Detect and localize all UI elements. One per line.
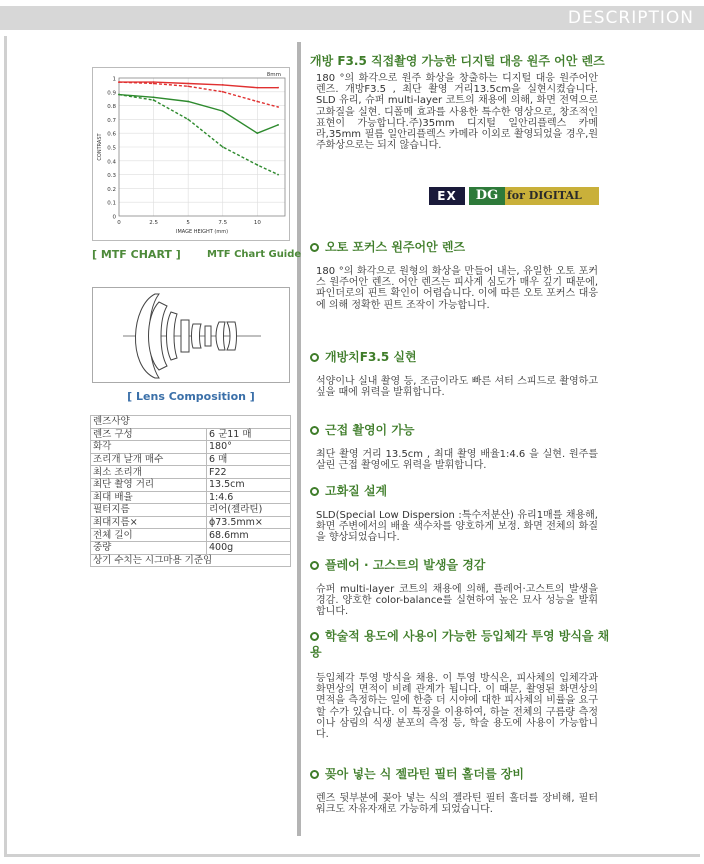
series-line-0 <box>119 82 278 88</box>
spec-title: 렌즈사양 <box>91 416 291 429</box>
y-tick-label: 0.5 <box>107 145 116 152</box>
series-3-point <box>187 119 189 121</box>
bullet-icon <box>310 770 319 779</box>
section-body: 슈퍼 multi-layer 코트의 채용에 의해, 플레어·고스트의 발생을 경감. 양호한 color-balance를 실현하여 높은 묘사 성능을 발휘합니다. <box>316 584 598 618</box>
page-title: DESCRIPTION <box>567 8 694 28</box>
mtf-chart <box>92 67 290 241</box>
spec-value: 13.5cm <box>207 478 291 491</box>
spec-row <box>91 453 291 466</box>
series-3-point <box>222 146 224 148</box>
spec-value: 6 군11 매 <box>207 428 291 441</box>
section-heading: 학술적 용도에 사용이 가능한 등입체각 투영 방식을 채용 <box>310 629 610 659</box>
lens-diagram <box>92 287 290 383</box>
spec-value: 리어(젤라틴) <box>207 504 291 517</box>
mtf-chart-caption: [ MTF CHART ] <box>92 248 181 261</box>
series-2-point <box>222 110 224 112</box>
section-heading: 근접 촬영이 가능 <box>310 421 415 438</box>
section-heading: 플레어 · 고스트의 발생을 경감 <box>310 556 485 573</box>
spec-row <box>91 529 291 542</box>
x-tick-label: 0 <box>117 220 121 226</box>
lens-element-5 <box>192 324 202 348</box>
spec-row <box>91 466 291 479</box>
spec-key: 전체 길이 <box>91 529 207 542</box>
lens-diagram-svg <box>93 288 291 384</box>
y-tick-label: 1 <box>112 76 116 83</box>
section-heading: 꽂아 넣는 식 젤라틴 필터 홀더를 장비 <box>310 765 524 782</box>
mtf-chart-guide-link[interactable]: MTF Chart Guide <box>207 249 302 260</box>
top-bar <box>0 0 704 34</box>
frame-left-border <box>4 36 7 856</box>
y-tick-label: 0.8 <box>107 104 116 111</box>
focal-length-label: 8mm <box>266 72 281 78</box>
x-axis-label: IMAGE HEIGHT (mm) <box>175 229 229 235</box>
y-tick-label: 0.4 <box>107 159 116 166</box>
bullet-icon <box>310 561 319 570</box>
dg-badge-text: for DIGITAL <box>507 189 582 202</box>
ex-badge: EX <box>429 187 465 205</box>
spec-row <box>91 504 291 517</box>
series-3-point <box>277 174 279 176</box>
column-divider <box>297 42 301 836</box>
spec-key: 최대지름× <box>91 516 207 529</box>
spec-row <box>91 516 291 529</box>
spec-value: 1:4.6 <box>207 491 291 504</box>
bullet-icon <box>310 426 319 435</box>
x-tick-label: 5 <box>186 220 190 226</box>
bullet-icon <box>310 243 319 252</box>
spec-row <box>91 541 291 554</box>
x-tick-label: 10 <box>253 220 261 226</box>
y-tick-label: 0.3 <box>107 173 116 180</box>
lens-element-7 <box>216 322 225 350</box>
series-2-point <box>277 124 279 126</box>
section-body: 최단 촬영 거리 13.5cm , 최대 촬영 배율1:4.6 을 실현. 원주를 살린 근접 촬영에도 위력을 발휘합니다. <box>316 449 598 472</box>
y-tick-label: 0.2 <box>107 186 116 193</box>
lens-composition-caption: [ Lens Composition ] <box>127 390 255 403</box>
series-1-point <box>153 83 155 85</box>
y-axis-label: CONTRAST <box>97 133 103 161</box>
intro-heading: 개방 F3.5 직접촬영 가능한 디지털 대응 원주 어안 렌즈 <box>310 54 605 68</box>
section-body: SLD(Special Low Dispersion :특수저분산) 유리1매를 채용해, 화면 주변에서의 배율 색수차를 양호하게 보정. 화면 전체의 화질을 향상되었습니다. <box>316 510 598 544</box>
spec-value: 6 매 <box>207 453 291 466</box>
spec-key: 조리개 날개 매수 <box>91 453 207 466</box>
spec-row <box>91 428 291 441</box>
spec-value: 400g <box>207 541 291 554</box>
dg-badge <box>469 187 599 205</box>
spec-key: 최소 조리개 <box>91 466 207 479</box>
spec-key: 필터지름 <box>91 504 207 517</box>
spec-value: 68.6mm <box>207 529 291 542</box>
series-1-point <box>118 81 120 83</box>
lens-element-4 <box>181 320 189 352</box>
spec-row <box>91 491 291 504</box>
series-1-point <box>187 85 189 87</box>
bullet-icon <box>310 632 319 641</box>
x-tick-label: 7.5 <box>218 220 228 226</box>
y-tick-label: 0.9 <box>107 90 116 97</box>
spec-value: 180° <box>207 441 291 454</box>
series-3-point <box>256 164 258 166</box>
spec-key: 화각 <box>91 441 207 454</box>
series-2-point <box>187 101 189 103</box>
series-0-point <box>222 84 224 86</box>
section-body: 180 °의 화각으로 원형의 화상을 만들어 내는, 유일한 오토 포커스 원주어안 렌즈. 어안 렌즈는 피사계 심도가 매우 깊기 때문에, 파인더로의 핀트 확인이 어렵습니다. 이에 따른 오토 포커스 대응에 의해 정확한 핀트 조작이 가능합니다. <box>316 266 598 311</box>
mtf-chart-svg <box>93 68 291 242</box>
y-tick-label: 0.1 <box>107 200 116 207</box>
bullet-icon <box>310 487 319 496</box>
spec-table <box>90 415 291 567</box>
series-2-point <box>153 96 155 98</box>
series-0-point <box>187 83 189 85</box>
spec-key: 최단 촬영 거리 <box>91 478 207 491</box>
spec-footnote-row <box>91 554 291 567</box>
dg-badge-mark: DG <box>469 187 505 205</box>
section-body: 렌즈 뒷부분에 꽂아 넣는 식의 젤라틴 필터 홀더를 장비해, 필터 워크도 자유자재로 가능하게 되었습니다. <box>316 793 598 816</box>
spec-key: 중량 <box>91 541 207 554</box>
spec-row <box>91 478 291 491</box>
section-heading: 고화질 설계 <box>310 482 387 499</box>
series-0-point <box>256 87 258 89</box>
section-heading: 오토 포커스 원주어안 렌즈 <box>310 238 465 255</box>
series-1-point <box>222 91 224 93</box>
series-line-3 <box>119 95 278 175</box>
bullet-icon <box>310 353 319 362</box>
spec-footnote: 상기 수치는 시그마용 기준임 <box>91 554 291 567</box>
section-body: 등입체각 투영 방식을 채용. 이 투영 방식은, 피사체의 입체각과 화면상의 면적이 비례 관계가 됩니다. 이 때문, 촬영된 화면상의 면적을 측정하는 일에 한층 더 시야에 대한 피사체의 비률을 요구할 수가 있습니다. 이 특징을 이용하여, 하늘 전체의 구름량 측정이나 삼림의 식생 분포의 측정 등, 학술 용도에 사용이 가능합니다. <box>316 673 598 741</box>
spec-row <box>91 441 291 454</box>
y-tick-label: 0.7 <box>107 117 116 124</box>
spec-title-row <box>91 416 291 429</box>
spec-key: 렌즈 구성 <box>91 428 207 441</box>
frame-bottom-border <box>4 854 700 857</box>
spec-key: 최대 배율 <box>91 491 207 504</box>
series-3-point <box>153 99 155 101</box>
y-tick-label: 0 <box>112 214 116 221</box>
series-2-point <box>256 132 258 134</box>
spec-value: ϕ73.5mm× <box>207 516 291 529</box>
x-tick-label: 2.5 <box>149 220 158 226</box>
section-body: 석양이나 실내 촬영 등, 조금이라도 빠른 셔터 스피드로 촬영하고 싶을 때에 위력을 발휘합니다. <box>316 376 598 399</box>
lens-element-6 <box>205 326 211 346</box>
series-line-1 <box>119 82 278 107</box>
series-1-point <box>277 106 279 108</box>
series-0-point <box>277 87 279 89</box>
section-heading: 개방치F3.5 실현 <box>310 348 417 365</box>
y-tick-label: 0.6 <box>107 131 116 138</box>
series-3-point <box>118 94 120 96</box>
spec-value: F22 <box>207 466 291 479</box>
series-1-point <box>256 101 258 103</box>
intro-body: 180 °의 화각으로 원주 화상을 창출하는 디지털 대응 원주어안 렌즈. 개방F3.5 , 최단 촬영 거리13.5cm을 실현시켰습니다. SLD 유리, 슈퍼 multi-layer 코트의 채용에 의해, 화면 전역으로 고화질을 실현. 디폴메 효과를 사용한 특수한 영상으로, 창조적인 표현이 가능합니다.주)35mm 디지털 일안리플렉스 카메라,35mm 필름 일안리플렉스 카메라 이외로 촬영되었을 경우,원주화상으로는 되지 않습니다. <box>316 73 598 152</box>
